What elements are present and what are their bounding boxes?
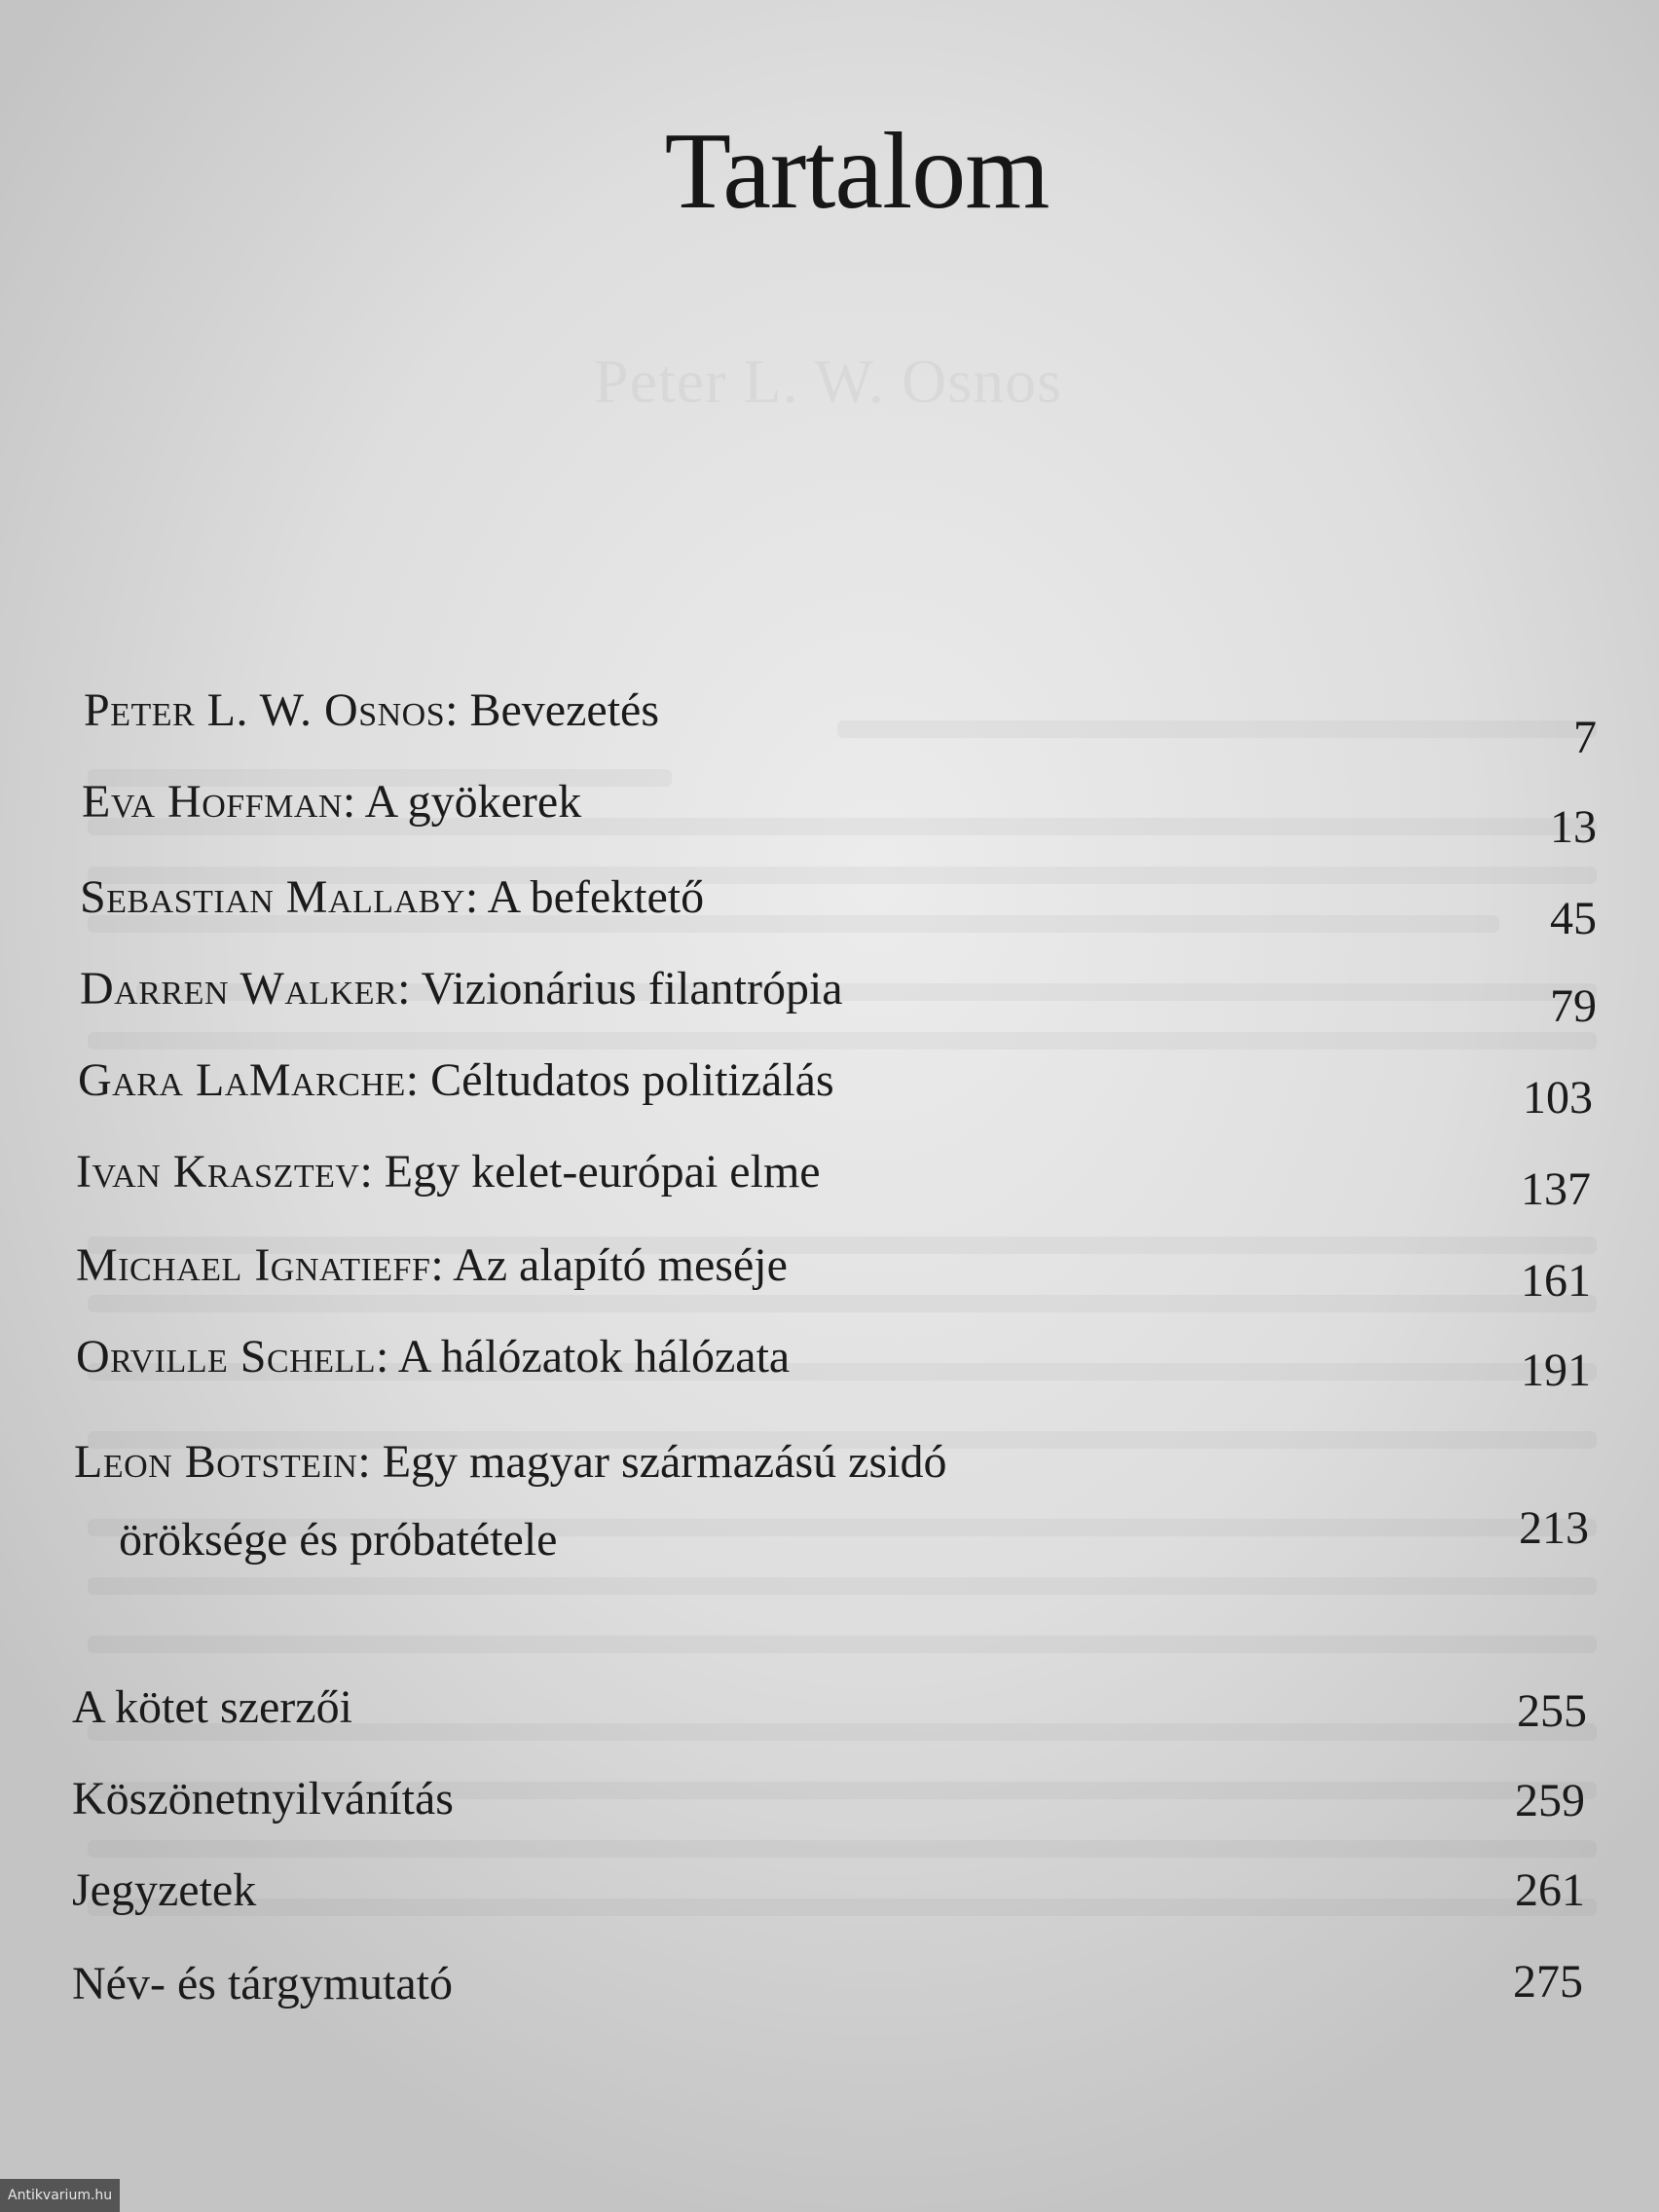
toc-page-number: 259 [1515, 1775, 1585, 1826]
toc-title: Az alapító meséje [453, 1239, 788, 1291]
toc-title: Bevezetés [469, 684, 660, 736]
toc-entry [72, 1773, 454, 1825]
toc-separator: : [405, 1054, 431, 1106]
toc-author: Orville Schell [76, 1331, 377, 1382]
toc-entry [74, 1423, 1092, 1579]
toc-entry [76, 1331, 791, 1382]
bleed-through-line [88, 1295, 1597, 1312]
toc-page-number: 255 [1517, 1685, 1587, 1737]
toc-page-number: 79 [1550, 980, 1597, 1032]
bleed-through-heading [594, 346, 1062, 418]
toc-page-number: 261 [1515, 1864, 1585, 1916]
toc-page-number: 45 [1550, 893, 1597, 944]
toc-separator: : [397, 963, 422, 1014]
toc-entry [80, 871, 705, 923]
toc-author: Sebastian Mallaby [80, 871, 465, 923]
toc-entry [78, 1054, 834, 1106]
toc-page-number: 275 [1513, 1956, 1583, 2008]
toc-page-number: 103 [1523, 1072, 1593, 1124]
toc-entry [82, 776, 582, 828]
page-title: Tartalom [664, 111, 1050, 232]
toc-author: Peter L. W. Osnos [84, 684, 446, 736]
toc-page-number: 7 [1573, 712, 1597, 763]
toc-separator: : [359, 1146, 385, 1198]
bleed-through-line [88, 1899, 1597, 1916]
toc-author: Gara LaMarche [78, 1054, 406, 1106]
toc-title: Egy kelet-európai elme [384, 1146, 821, 1198]
toc-page-number: 213 [1519, 1502, 1589, 1554]
toc-author: Eva Hoffman [82, 776, 343, 828]
toc-page-number: 13 [1550, 801, 1597, 853]
bleed-through-line [88, 1032, 1597, 1050]
toc-title: Céltudatos politizálás [430, 1054, 834, 1106]
toc-author: Darren Walker [80, 963, 398, 1014]
toc-entry [84, 684, 660, 736]
toc-page-number: 191 [1521, 1345, 1591, 1396]
toc-separator: : [464, 871, 488, 923]
toc-entry [76, 1239, 788, 1291]
toc-separator: : [445, 684, 470, 736]
toc-entry [72, 1958, 454, 2009]
toc-entry [80, 963, 843, 1014]
toc-page-number: 137 [1521, 1163, 1591, 1215]
toc-entry [76, 1146, 821, 1198]
toc-title: Jegyzetek [72, 1864, 257, 1916]
toc-entry [72, 1681, 352, 1733]
toc-separator: : [430, 1239, 454, 1291]
toc-title: A gyökerek [364, 776, 582, 828]
toc-author: Leon Botstein [74, 1436, 358, 1488]
toc-separator: : [357, 1436, 383, 1488]
site-watermark: Antikvarium.hu [0, 2179, 120, 2212]
toc-author: Ivan Krasztev [76, 1146, 360, 1198]
toc-title: A hálózatok hálózata [397, 1331, 791, 1382]
toc-title: Vizionárius filantrópia [421, 963, 843, 1014]
bleed-through-line [88, 1577, 1597, 1595]
toc-page-number: 161 [1521, 1255, 1591, 1307]
toc-author: Michael Ignatieff [76, 1239, 431, 1291]
bleed-through-line [88, 1840, 1597, 1858]
toc-separator: : [376, 1331, 398, 1382]
toc-separator: : [342, 776, 365, 828]
toc-title: Egy magyar származású zsidó öröksége és próbatétele [119, 1436, 947, 1566]
toc-entry [72, 1864, 257, 1916]
bleed-through-line [88, 1636, 1597, 1653]
toc-title: A kötet szerzői [72, 1681, 352, 1733]
toc-title: A befektető [487, 871, 705, 923]
toc-title: Név- és tárgymutató [72, 1958, 454, 2009]
toc-title: Köszönetnyilvánítás [72, 1773, 454, 1825]
